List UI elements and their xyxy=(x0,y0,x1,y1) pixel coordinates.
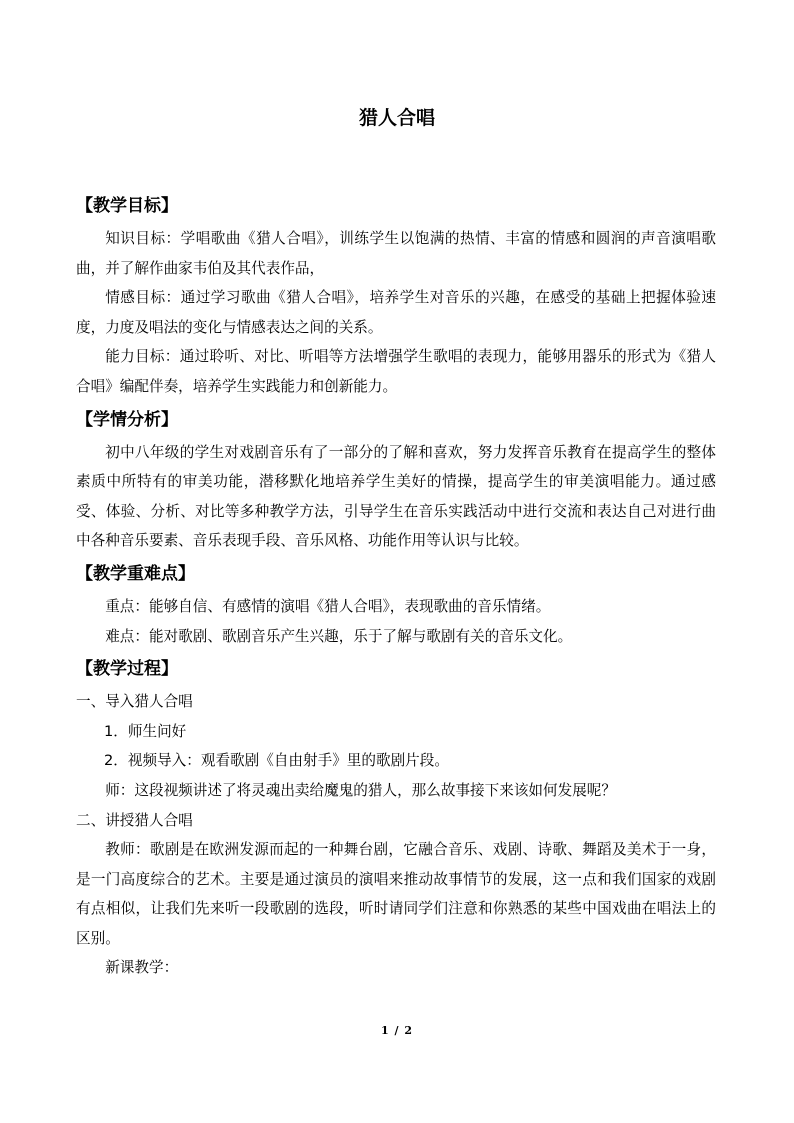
heading-teaching-goals: 【教学目标】 xyxy=(76,196,178,216)
paragraph-knowledge-goal: 知识目标：学唱歌曲《猎人合唱》，训练学生以饱满的热情、丰富的情感和圆润的声音演唱歌曲，并了解作曲家韦伯及其代表作品， xyxy=(76,230,716,277)
paragraph-difficult-point: 难点：能对歌剧、歌剧音乐产生兴趣，乐于了解与歌剧有关的音乐文化。 xyxy=(105,627,573,645)
process-step1: 1．师生问好 xyxy=(104,722,187,740)
process-part1-title: 一、导入猎人合唱 xyxy=(76,693,193,711)
process-new-lesson: 新课教学： xyxy=(105,959,179,977)
paragraph-key-point: 重点：能够自信、有感情的演唱《猎人合唱》，表现歌曲的音乐情绪。 xyxy=(105,597,551,615)
paragraph-ability-goal: 能力目标：通过聆听、对比、听唱等方法增强学生歌唱的表现力，能够用器乐的形式为《猎人合唱》编配伴奏，培养学生实践能力和创新能力。 xyxy=(76,348,716,395)
page-number: 1 / 2 xyxy=(381,1024,413,1037)
process-teacher-question: 师：这段视频讲述了将灵魂出卖给魔鬼的猎人，那么故事接下来该如何发展呢？ xyxy=(105,781,616,799)
process-teacher-text: 教师：歌剧是在欧洲发源而起的一种舞台剧，它融合音乐、戏剧、诗歌、舞蹈及美术于一身，是一门高度综合的艺术。主要是通过演员的演唱来推动故事情节的发展，这一点和我们国家的戏剧有点相似，让我们先来听一段歌剧的选段，听时请同学们注意和你熟悉的某些中国戏曲在唱法上的区别。 xyxy=(76,841,716,947)
heading-student-analysis: 【学情分析】 xyxy=(76,409,178,430)
heading-teaching-process: 【教学过程】 xyxy=(76,659,178,680)
document-title: 猎人合唱 xyxy=(358,107,435,129)
heading-key-points: 【教学重难点】 xyxy=(76,563,195,584)
process-step2: 2．视频导入：观看歌剧《自由射手》里的歌剧片段。 xyxy=(104,752,449,770)
process-part2-title: 二、讲授猎人合唱 xyxy=(76,811,193,829)
paragraph-student-analysis: 初中八年级的学生对戏剧音乐有了一部分的了解和喜欢，努力发挥音乐教育在提高学生的整体素质中所特有的审美功能，潜移默化地培养学生美好的情操，提高学生的审美演唱能力。通过感受、体验、分析、对比等多种教学方法，引导学生在音乐实践活动中进行交流和表达自己对进行曲中各种音乐要素、音乐表现手段、音乐风格、功能作用等认识与比较。 xyxy=(76,443,716,550)
paragraph-emotion-goal: 情感目标：通过学习歌曲《猎人合唱》，培养学生对音乐的兴趣，在感受的基础上把握体验速度，力度及唱法的变化与情感表达之间的关系。 xyxy=(76,289,716,336)
document-body xyxy=(76,188,716,983)
